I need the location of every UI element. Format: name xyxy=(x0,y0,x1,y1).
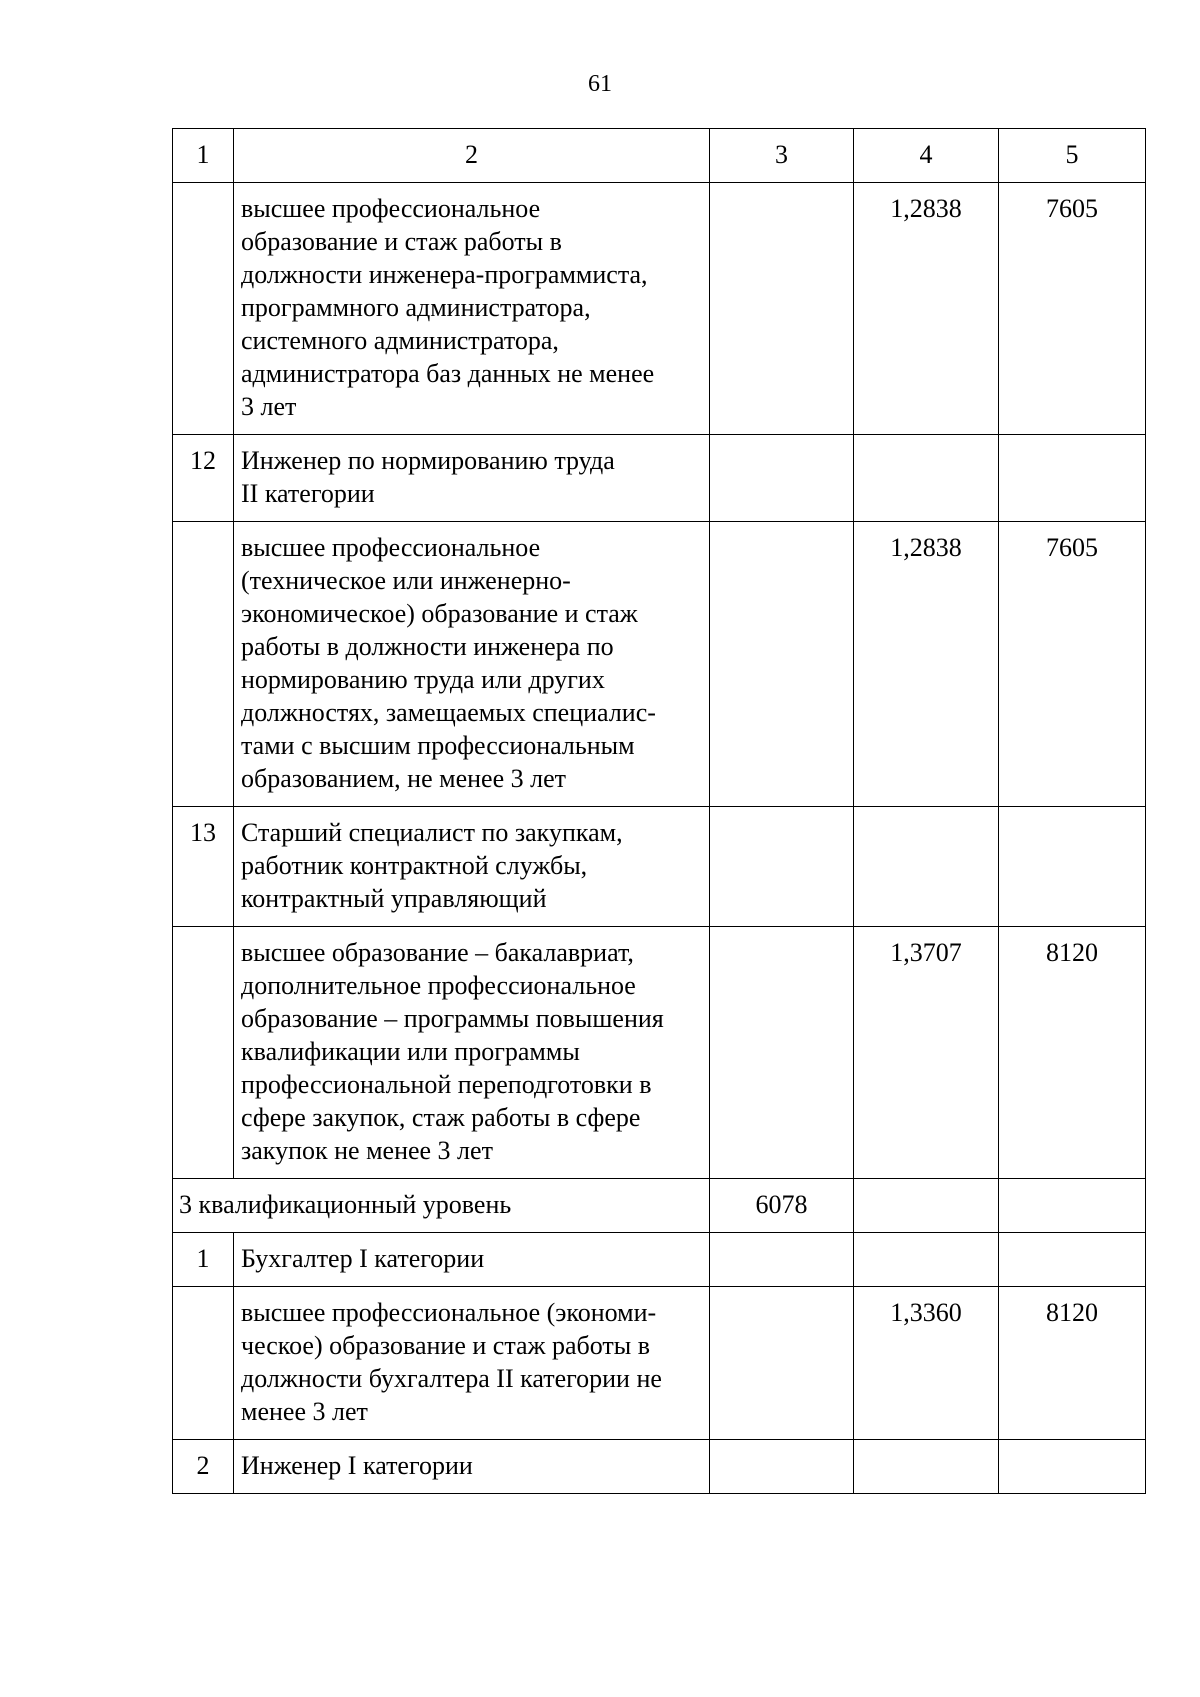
text-line: 3 лет xyxy=(241,392,297,421)
text-line: сфере закупок, стаж работы в сфере xyxy=(241,1103,641,1132)
text-line: (техническое или инженерно- xyxy=(241,566,571,595)
qualification-level-row xyxy=(173,1179,1146,1233)
text-line: образование и стаж работы в xyxy=(241,227,562,256)
base-salary-cell xyxy=(710,1287,854,1440)
coefficient-cell xyxy=(854,1179,999,1233)
row-number xyxy=(173,183,234,435)
position-row xyxy=(173,1233,1146,1287)
text-line: должности инженера-программиста, xyxy=(241,260,648,289)
header-cell-2: 2 xyxy=(234,129,710,183)
text-line: ческое) образование и стаж работы в xyxy=(241,1331,651,1360)
requirement-row xyxy=(173,183,1146,435)
coefficient-cell xyxy=(854,435,999,522)
row-number xyxy=(173,522,234,807)
table-body xyxy=(173,129,1146,1494)
row-number: 2 xyxy=(173,1440,234,1494)
text-line: Инженер по нормированию труда xyxy=(241,446,615,475)
header-cell-1: 1 xyxy=(173,129,234,183)
coefficient-cell: 1,2838 xyxy=(854,522,999,807)
position-title xyxy=(234,1233,710,1287)
base-salary-cell xyxy=(710,1440,854,1494)
coefficient-cell xyxy=(854,807,999,927)
base-salary-cell xyxy=(710,435,854,522)
salary-cell xyxy=(999,1233,1146,1287)
text-line: квалификации или программы xyxy=(241,1037,580,1066)
text-line: высшее образование – бакалавриат, xyxy=(241,938,634,967)
row-number: 12 xyxy=(173,435,234,522)
header-cell-5: 5 xyxy=(999,129,1146,183)
base-salary-cell xyxy=(710,522,854,807)
text-line: высшее профессиональное xyxy=(241,194,541,223)
requirement-row xyxy=(173,1287,1146,1440)
coefficient-cell xyxy=(854,1440,999,1494)
header-cell-4: 4 xyxy=(854,129,999,183)
position-row xyxy=(173,807,1146,927)
row-number: 1 xyxy=(173,1233,234,1287)
position-row xyxy=(173,435,1146,522)
base-salary-cell xyxy=(710,183,854,435)
row-number: 13 xyxy=(173,807,234,927)
text-line: контрактный управляющий xyxy=(241,884,547,913)
coefficient-cell: 1,3707 xyxy=(854,927,999,1179)
coefficient-cell: 1,2838 xyxy=(854,183,999,435)
text-line: программного администратора, xyxy=(241,293,591,322)
text-line: системного администратора, xyxy=(241,326,559,355)
position-title xyxy=(234,435,710,522)
requirement-row xyxy=(173,927,1146,1179)
text-line: образование – программы повышения xyxy=(241,1004,664,1033)
text-line: работник контрактной службы, xyxy=(241,851,588,880)
requirement-text xyxy=(234,927,710,1179)
qualification-level-label: 3 квалификационный уровень xyxy=(173,1179,710,1233)
salary-cell xyxy=(999,1440,1146,1494)
requirement-text xyxy=(234,183,710,435)
text-line: II категории xyxy=(241,479,375,508)
base-salary-cell xyxy=(710,1233,854,1287)
salary-cell xyxy=(999,435,1146,522)
row-number xyxy=(173,1287,234,1440)
text-line: высшее профессиональное (экономи- xyxy=(241,1298,657,1327)
text-line: Инженер I категории xyxy=(241,1451,473,1480)
text-line: профессиональной переподготовки в xyxy=(241,1070,652,1099)
salary-cell: 8120 xyxy=(999,927,1146,1179)
page-number: 61 xyxy=(588,71,612,97)
text-line: тами с высшим профессиональным xyxy=(241,731,635,760)
text-line: экономическое) образование и стаж xyxy=(241,599,638,628)
position-title xyxy=(234,807,710,927)
requirement-text xyxy=(234,522,710,807)
header-row xyxy=(173,129,1146,183)
row-number xyxy=(173,927,234,1179)
requirement-row xyxy=(173,522,1146,807)
salary-cell: 8120 xyxy=(999,1287,1146,1440)
text-line: образованием, не менее 3 лет xyxy=(241,764,566,793)
coefficient-cell: 1,3360 xyxy=(854,1287,999,1440)
text-line: закупок не менее 3 лет xyxy=(241,1136,493,1165)
text-line: менее 3 лет xyxy=(241,1397,368,1426)
text-line: администратора баз данных не менее xyxy=(241,359,655,388)
text-line: Старший специалист по закупкам, xyxy=(241,818,623,847)
header-cell-3: 3 xyxy=(710,129,854,183)
qualification-table xyxy=(172,128,1146,1494)
text-line: дополнительное профессиональное xyxy=(241,971,636,1000)
text-line: высшее профессиональное xyxy=(241,533,541,562)
salary-cell: 7605 xyxy=(999,522,1146,807)
text-line: Бухгалтер I категории xyxy=(241,1244,485,1273)
position-row xyxy=(173,1440,1146,1494)
text-line: должности бухгалтера II категории не xyxy=(241,1364,662,1393)
position-title xyxy=(234,1440,710,1494)
base-salary-cell xyxy=(710,927,854,1179)
requirement-text xyxy=(234,1287,710,1440)
salary-cell: 7605 xyxy=(999,183,1146,435)
text-line: должностях, замещаемых специалис- xyxy=(241,698,656,727)
text-line: нормированию труда или других xyxy=(241,665,605,694)
base-salary-cell xyxy=(710,807,854,927)
text-line: работы в должности инженера по xyxy=(241,632,614,661)
base-salary-cell: 6078 xyxy=(710,1179,854,1233)
coefficient-cell xyxy=(854,1233,999,1287)
salary-cell xyxy=(999,807,1146,927)
salary-cell xyxy=(999,1179,1146,1233)
